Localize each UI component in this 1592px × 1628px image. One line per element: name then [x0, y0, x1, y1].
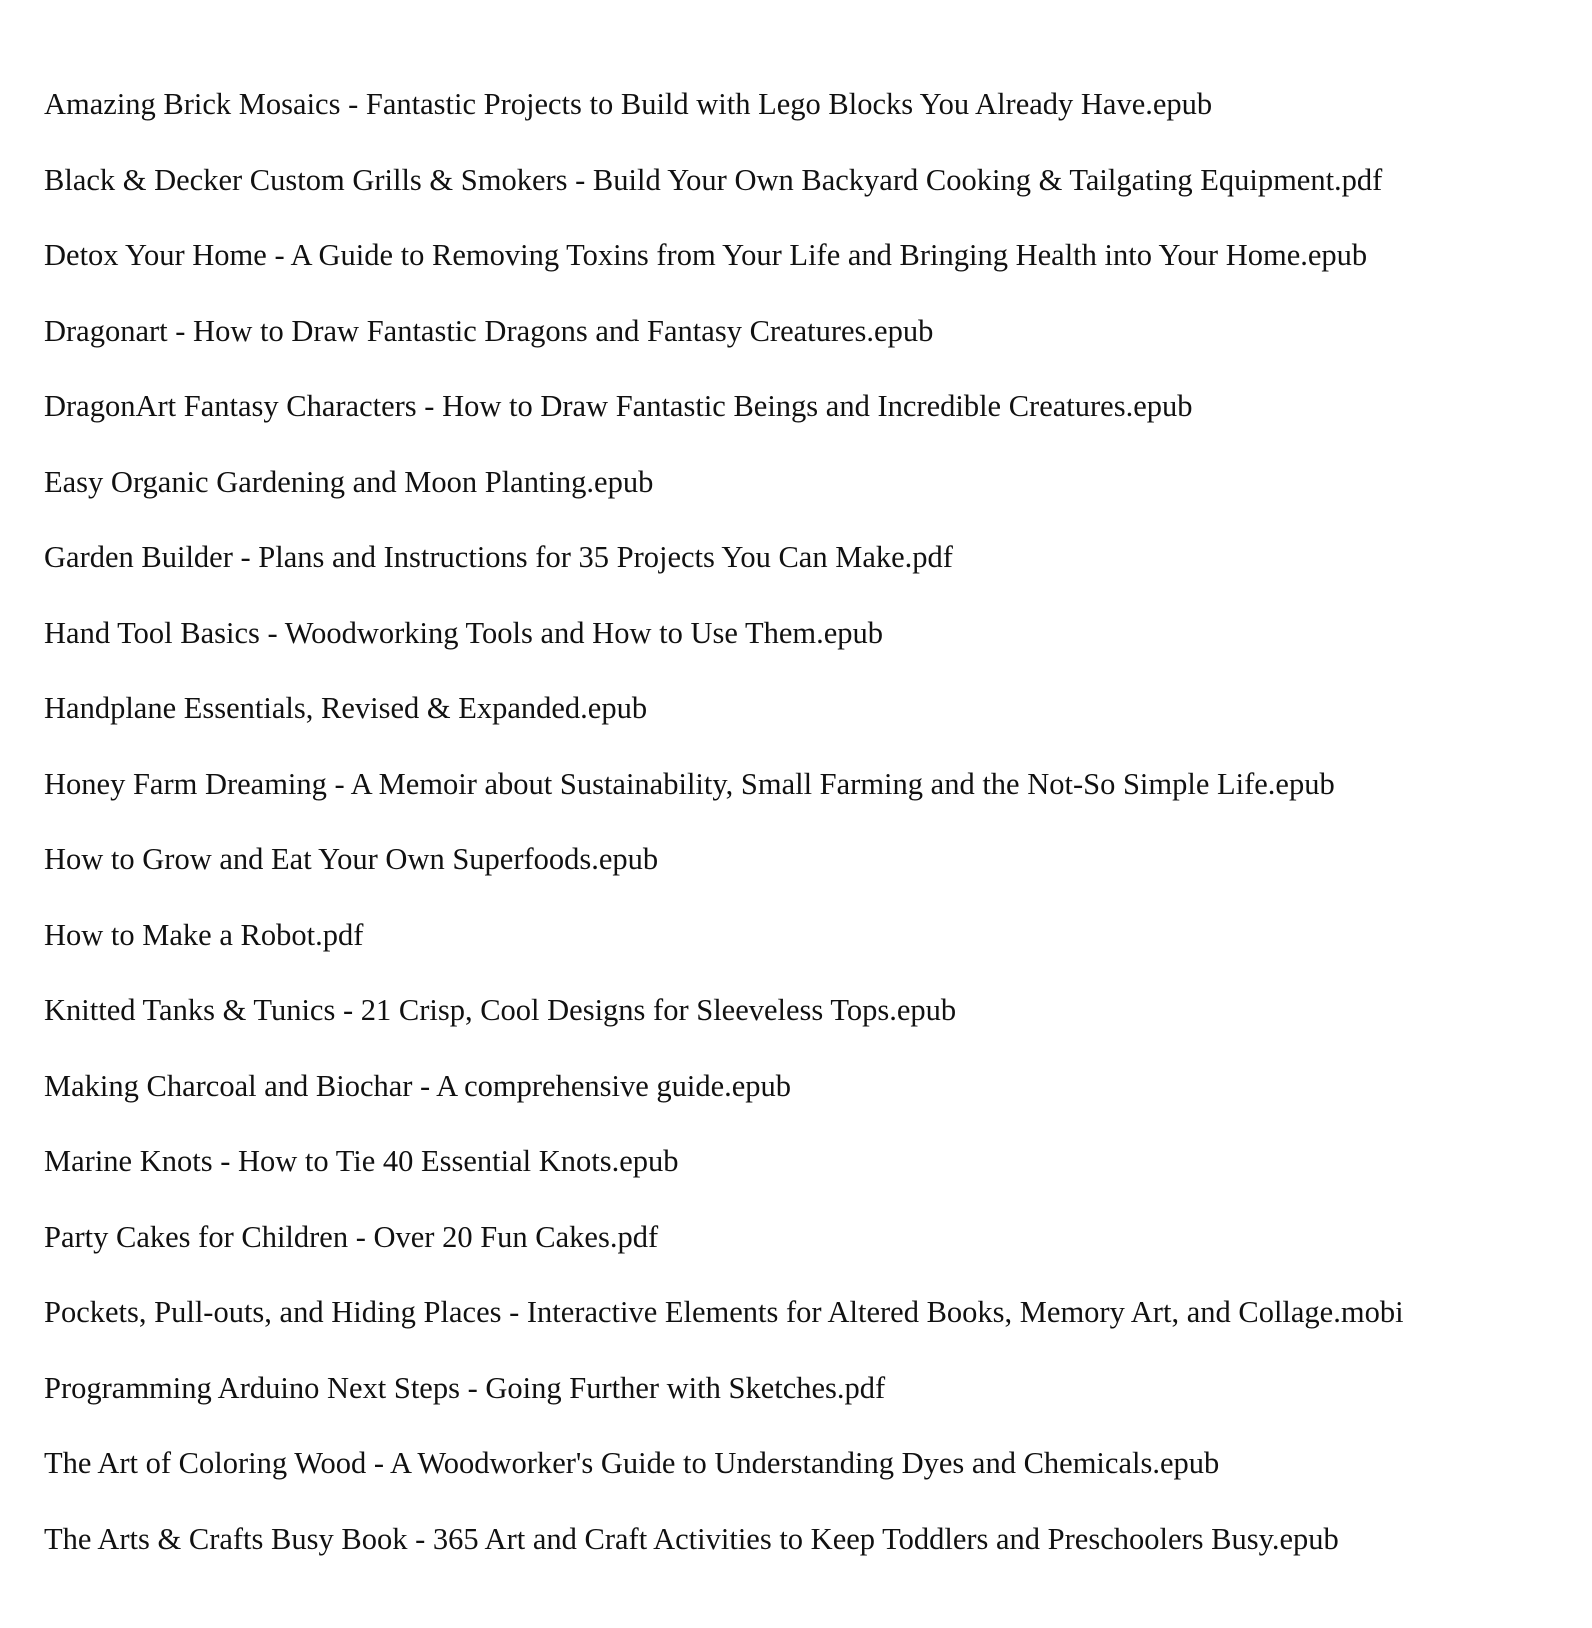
file-list [44, 86, 1404, 1596]
list-item: Marine Knots - How to Tie 40 Essential Knots.epub [44, 1144, 679, 1178]
list-item: The Arts & Crafts Busy Book - 365 Art and Craft Activities to Keep Toddlers and Preschoolers Busy.epub [44, 1521, 1339, 1556]
list-item: Black & Decker Custom Grills & Smokers - Build Your Own Backyard Cooking & Tailgating Equipment.pdf [44, 162, 1383, 197]
list-item: The Art of Coloring Wood - A Woodworker's Guide to Understanding Dyes and Chemicals.epub [44, 1446, 1220, 1480]
list-item: Dragonart - How to Draw Fantastic Dragons and Fantasy Creatures.epub [44, 313, 934, 348]
list-item: Honey Farm Dreaming - A Memoir about Sustainability, Small Farming and the Not-So Simple Life.epub [44, 766, 1335, 801]
list-item: Garden Builder - Plans and Instructions for 35 Projects You Can Make.pdf [44, 540, 953, 574]
list-item: Easy Organic Gardening and Moon Planting.epub [44, 464, 654, 499]
list-item: Party Cakes for Children - Over 20 Fun Cakes.pdf [44, 1219, 659, 1254]
list-item: Handplane Essentials, Revised & Expanded.epub [44, 691, 648, 725]
list-item: Pockets, Pull-outs, and Hiding Places - Interactive Elements for Altered Books, Memory Art, and Collage.mobi [44, 1295, 1404, 1329]
list-item: Amazing Brick Mosaics - Fantastic Projects to Build with Lego Blocks You Already Have.epub [44, 87, 1213, 121]
list-item: Making Charcoal and Biochar - A comprehensive guide.epub [44, 1068, 792, 1103]
list-item: DragonArt Fantasy Characters - How to Draw Fantastic Beings and Incredible Creatures.epub [44, 389, 1193, 423]
list-item: Hand Tool Basics - Woodworking Tools and How to Use Them.epub [44, 615, 884, 650]
list-item: How to Grow and Eat Your Own Superfoods.epub [44, 842, 659, 876]
list-item: Programming Arduino Next Steps - Going Further with Sketches.pdf [44, 1370, 886, 1405]
list-item: Detox Your Home - A Guide to Removing Toxins from Your Life and Bringing Health into Your Home.epub [44, 238, 1368, 272]
list-item: Knitted Tanks & Tunics - 21 Crisp, Cool Designs for Sleeveless Tops.epub [44, 993, 957, 1027]
list-item: How to Make a Robot.pdf [44, 917, 364, 952]
